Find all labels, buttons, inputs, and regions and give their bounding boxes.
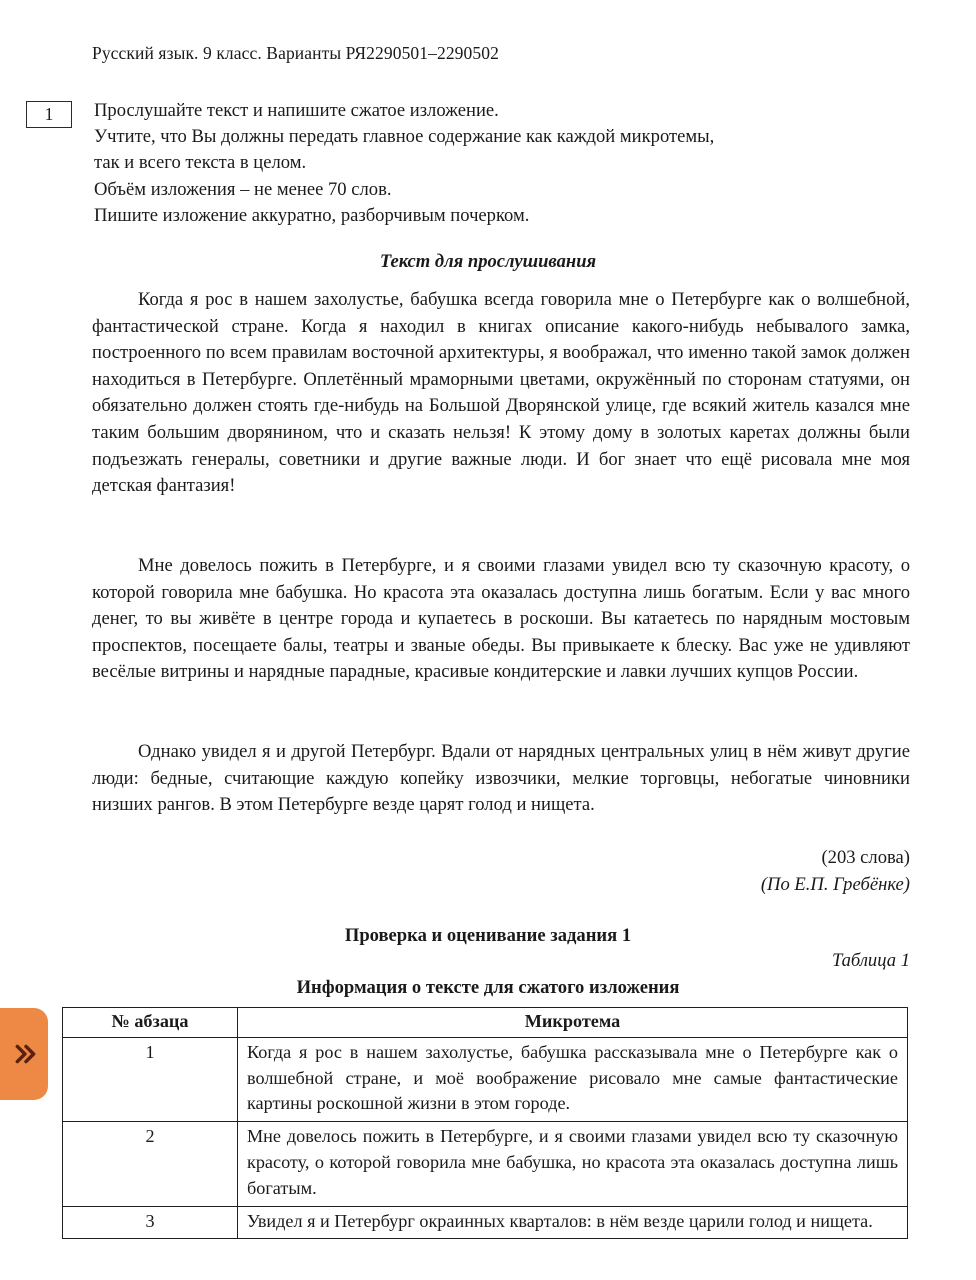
cell-paragraph-number: 3 [63, 1206, 238, 1239]
task-block [26, 98, 926, 229]
assessment-heading: Проверка и оценивание задания 1 [344, 925, 632, 946]
cell-microtheme: Увидел я и Петербург окраинных кварталов: в нём везде царили голод и нищета. [238, 1206, 908, 1239]
cell-paragraph-number: 2 [63, 1122, 238, 1206]
microtheme-table [62, 1007, 908, 1239]
expand-sidebar-tab[interactable] [0, 1008, 48, 1100]
double-chevron-right-icon [13, 1041, 39, 1067]
task-instruction-line: так и всего текста в целом. [94, 152, 307, 174]
paragraph-text: Когда я рос в нашем захолустье, бабушка всегда говорила мне о Петербурге как о волшебной, фантастической стране. Когда я находил в книгах описание какого-нибудь небывалого замка, построенного по всем правилам восточной архитектуры, я воображал, что именно такой замок должен находиться в Петербурге. Оплетённый мраморными цветами, окружённый по сторонам статуями, он обязательно должен стоять где-нибудь на Большой Дворянской улице, где всякий житель казался мне таким большим дворянином, что и сказать нельзя! К этому дому в золотых каретах должны были подъезжать генералы, советники и другие важные люди. И бог знает что ещё рисовала мне моя детская фантазия! [92, 289, 910, 497]
cell-paragraph-number: 1 [63, 1037, 238, 1121]
text-attribution [92, 845, 910, 898]
table-row [63, 1122, 908, 1206]
paragraph-text: Однако увидел я и другой Петербург. Вдали от нарядных центральных улиц в нём живут другие люди: бедные, считающие каждую копейку извозчики, мелкие торговцы, небогатые чиновники низших рангов. В этом Петербурге везде царят голод и нищета. [92, 741, 910, 816]
table-caption: Таблица 1 [831, 950, 910, 971]
task-instructions [94, 98, 926, 229]
text-author: (По Е.П. Гребёнке) [760, 873, 910, 895]
assessment-subheading: Информация о тексте для сжатого изложения [296, 977, 680, 998]
cell-microtheme: Мне довелось пожить в Петербурге, и я своими глазами увидел всю ту сказочную красоту, о которой говорила мне бабушка, но красота эта оказалась доступна лишь богатым. [238, 1122, 908, 1206]
column-header-microtheme: Микротема [238, 1008, 908, 1038]
listening-text-paragraph-1 [92, 287, 910, 500]
task-instruction-line: Пишите изложение аккуратно, разборчивым почерком. [94, 204, 530, 226]
paragraph-text: Мне довелось пожить в Петербурге, и я своими глазами увидел всю ту сказочную красоту, о которой говорила мне бабушка. Но красота эта оказалась доступна лишь богатым. Если у вас много денег, то вы живёте в центре города и купаетесь в роскоши. Вы катаетесь по нарядным мостовым проспектов, посещаете балы, театры и званые обеды. Вы привыкаете к блеску. Вас уже не удивляют весёлые витрины и нарядные парадные, красивые кондитерские и лавки лучших купцов России. [92, 555, 910, 683]
task-instruction-line: Прослушайте текст и напишите сжатое изложение. [94, 100, 499, 121]
document-running-header: Русский язык. 9 класс. Варианты РЯ2290501–2290502 [92, 43, 499, 63]
listening-text-paragraph-2 [92, 553, 910, 686]
task-number-box: 1 [26, 101, 72, 128]
column-header-paragraph-number: № абзаца [63, 1008, 238, 1038]
cell-microtheme: Когда я рос в нашем захолустье, бабушка рассказывала мне о Петербурге как о волшебной стране, и моё воображение рисовало мне самые фантастические картины роскошной жизни в этом городе. [238, 1037, 908, 1121]
task-instruction-line: Объём изложения – не менее 70 слов. [94, 178, 392, 200]
task-instruction-line: Учтите, что Вы должны передать главное содержание как каждой микротемы, [94, 126, 715, 148]
table-header-row [63, 1008, 908, 1038]
word-count: (203 слова) [821, 847, 910, 868]
listening-text-paragraph-3 [92, 739, 910, 819]
table-row [63, 1037, 908, 1121]
table-row [63, 1206, 908, 1239]
listening-text-heading: Текст для прослушивания [379, 251, 597, 272]
